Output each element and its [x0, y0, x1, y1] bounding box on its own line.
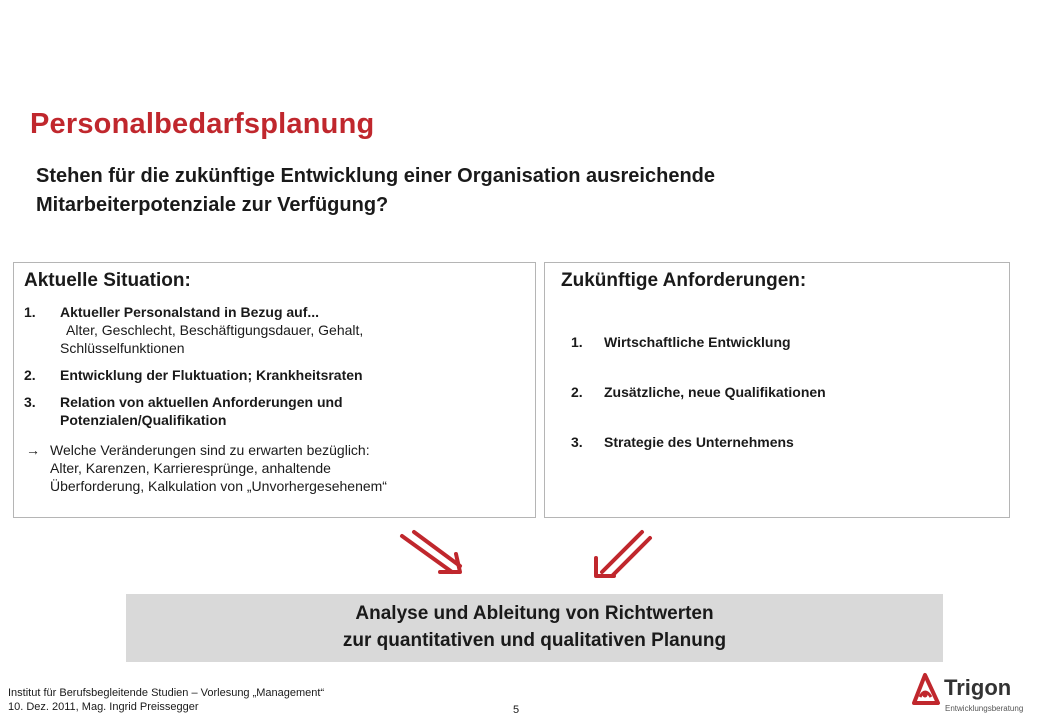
expected-changes-text: Welche Veränderungen sind zu erwarten bezüglich:: [50, 442, 370, 458]
arrow-down-right-icon: [402, 532, 460, 572]
list-text: Wirtschaftliche Entwicklung: [604, 334, 791, 350]
current-situation-heading: Aktuelle Situation:: [24, 270, 191, 291]
list-number: 3.: [571, 434, 583, 450]
question-line-2: Mitarbeiterpotenziale zur Verfügung?: [36, 194, 389, 216]
question-line-1: Stehen für die zukünftige Entwicklung einer Organisation ausreichende: [36, 165, 716, 187]
result-line-1: Analyse und Ableitung von Richtwerten: [355, 603, 714, 624]
page-number: 5: [513, 704, 520, 716]
list-text: Zusätzliche, neue Qualifikationen: [604, 384, 826, 400]
list-item: [571, 333, 826, 383]
future-requirements-heading: Zukünftige Anforderungen:: [561, 270, 807, 291]
footer-date-author: 10. Dez. 2011, Mag. Ingrid Preissegger: [8, 701, 199, 713]
list-number: 1.: [24, 304, 36, 320]
list-item: [24, 366, 529, 384]
right-arrow-icon: →: [26, 442, 40, 458]
converging-arrows: [380, 522, 660, 582]
result-banner: [126, 594, 943, 662]
expected-changes-subtext: Überforderung, Kalkulation von „Unvorhergesehenem“: [50, 478, 387, 494]
list-number: 2.: [24, 367, 36, 383]
list-text: Strategie des Unternehmens: [604, 434, 794, 450]
slide-question: [36, 162, 936, 220]
list-subtext: Alter, Geschlecht, Beschäftigungsdauer, Gehalt,: [66, 322, 364, 338]
future-requirements-list: [571, 333, 826, 483]
future-requirements-box: [544, 262, 1010, 518]
list-text: Entwicklung der Fluktuation; Krankheitsraten: [60, 367, 363, 383]
logo-subtitle: Entwicklungsberatung: [945, 704, 1024, 713]
list-item: [571, 433, 826, 483]
footer-institute: Institut für Berufsbegleitende Studien – Vorlesung „Management“: [8, 687, 325, 699]
list-item: [571, 383, 826, 433]
list-text: Aktueller Personalstand in Bezug auf...: [60, 304, 320, 320]
trigon-logo-icon: [908, 669, 942, 709]
footer: [8, 686, 324, 714]
current-situation-list: [24, 303, 529, 495]
expected-changes-subtext: Alter, Karenzen, Karrieresprünge, anhaltende: [50, 460, 331, 476]
list-number: 2.: [571, 384, 583, 400]
expected-changes: [24, 441, 529, 495]
list-subtext: Schlüsselfunktionen: [60, 340, 185, 356]
logo-wordmark: Trigon: [944, 675, 1012, 700]
result-line-2: zur quantitativen und qualitativen Planung: [342, 630, 727, 651]
list-text-continued: Potenzialen/Qualifikation: [60, 412, 227, 428]
list-number: 1.: [571, 334, 583, 350]
list-number: 3.: [24, 394, 36, 410]
list-item: [24, 393, 529, 411]
list-item: [24, 303, 529, 321]
slide-title: Personalbedarfsplanung: [30, 108, 375, 140]
current-situation-box: [13, 262, 536, 518]
list-text: Relation von aktuellen Anforderungen und: [60, 394, 343, 410]
trigon-logo: [908, 667, 1028, 717]
arrow-down-left-icon: [596, 532, 650, 576]
